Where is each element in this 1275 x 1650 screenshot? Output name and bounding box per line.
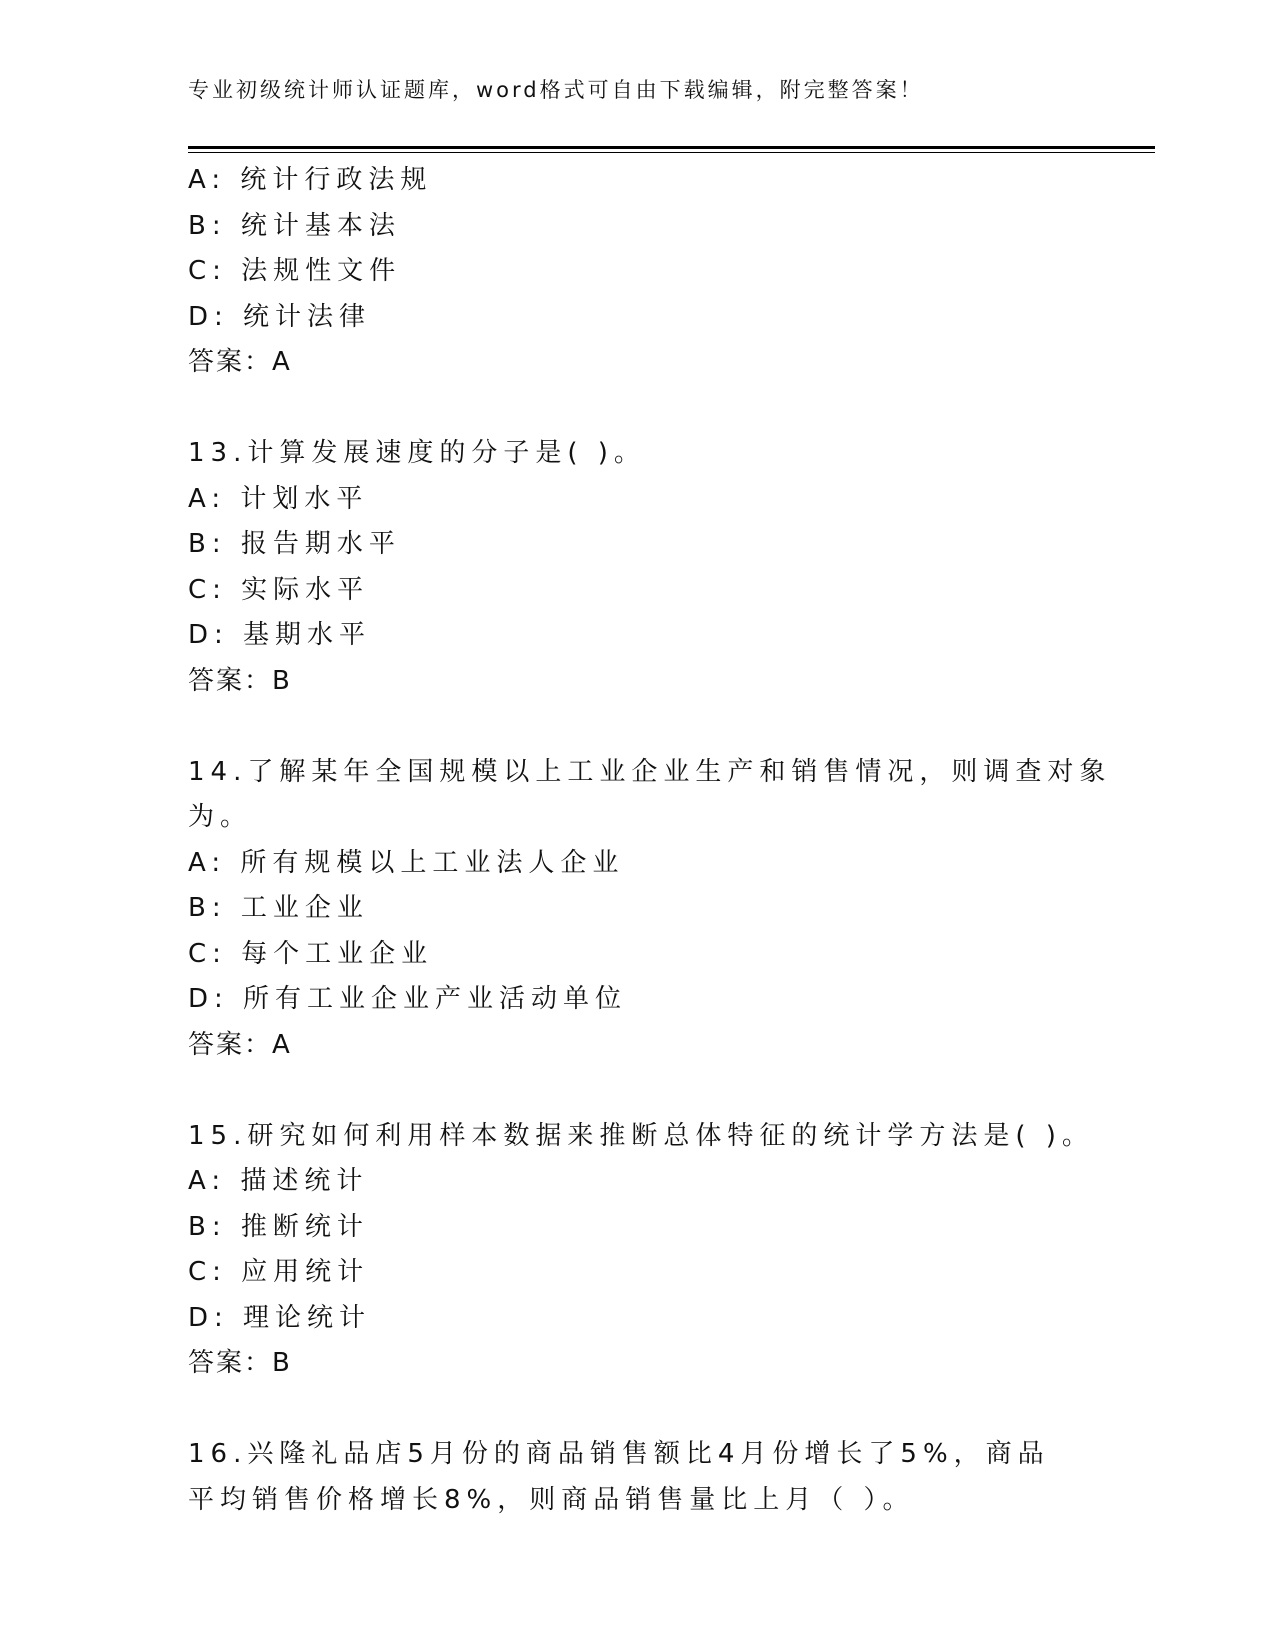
option-c: C: 应用统计 (188, 1257, 370, 1287)
answer-line: 答案：B (188, 1348, 292, 1378)
question-list (188, 158, 1168, 1523)
option-a: A: 统计行政法规 (188, 165, 433, 195)
question-block (188, 750, 1168, 1069)
option-a: A: 所有规模以上工业法人企业 (188, 847, 625, 878)
option-b: B: 工业企业 (188, 893, 369, 923)
answer-line: 答案：A (188, 1029, 292, 1060)
answer-line: 答案：B (188, 665, 292, 696)
header-rule-thick (188, 146, 1155, 149)
header-rule-thin (188, 152, 1155, 153)
question-text: 14.了解某年全国规模以上工业企业生产和销售情况，则调查对象为。 (188, 756, 1112, 832)
option-c: C: 法规性文件 (188, 256, 402, 286)
option-b: B: 报告期水平 (188, 529, 401, 559)
question-block (188, 431, 1168, 704)
question-block (188, 158, 1168, 386)
option-d: D: 统计法律 (188, 301, 372, 332)
option-a: A: 计划水平 (188, 483, 369, 514)
answer-line: 答案：A (188, 347, 292, 377)
question-block (188, 1114, 1168, 1387)
option-d: D: 理论统计 (188, 1302, 372, 1333)
option-d: D: 基期水平 (188, 620, 372, 650)
question-text: 13.计算发展速度的分子是( )。 (188, 438, 646, 468)
option-b: B: 统计基本法 (188, 210, 401, 241)
question-text: 15.研究如何利用样本数据来推断总体特征的统计学方法是( )。 (188, 1120, 1094, 1151)
option-c: C: 实际水平 (188, 574, 370, 605)
option-d: D: 所有工业企业产业活动单位 (188, 984, 628, 1014)
option-a: A: 描述统计 (188, 1166, 369, 1196)
question-text: 16.兴隆礼品店5月份的商品销售额比4月份增长了5%，商品平均销售价格增长8%，则商品销售量比上月（ ）。 (188, 1439, 1050, 1515)
option-c: C: 每个工业企业 (188, 938, 434, 969)
page-header: 专业初级统计师认证题库，word格式可自由下载编辑，附完整答案！ (188, 78, 924, 102)
option-b: B: 推断统计 (188, 1211, 369, 1242)
question-block (188, 1432, 1168, 1523)
